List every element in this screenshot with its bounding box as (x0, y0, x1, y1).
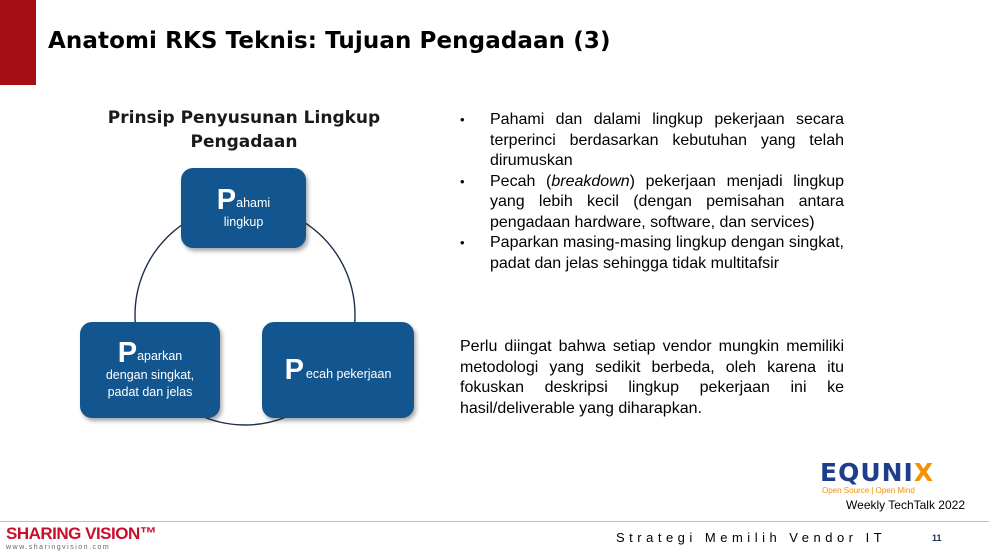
bullet-list (460, 110, 844, 274)
node-pahami-lingkup (181, 168, 306, 248)
node-initial: P (117, 337, 138, 369)
logo-wordmark: EQUNIX (820, 458, 935, 487)
bullet-item (460, 172, 844, 234)
bullet-text: Paparkan masing-masing lingkup dengan singkat, padat dan jelas sehingga tidak multitafsir (490, 234, 844, 272)
node-label-line2: lingkup (223, 214, 264, 229)
node-paparkan (80, 322, 220, 418)
node-label: ecah pekerjaan (305, 366, 392, 381)
equnix-logo (820, 460, 965, 513)
node-label: aparkan (137, 349, 183, 363)
brand-name: SHARING VISION™ (6, 524, 157, 543)
node-label: ahami (236, 195, 271, 210)
note-paragraph: Perlu diingat bahwa setiap vendor mungkin memiliki metodologi yang sedikit berbeda, oleh karena itu fokuskan deskripsi lingkup pekerjaan ini ke hasil/deliverable yang diharapkan. (460, 338, 844, 417)
sharing-vision-logo (6, 525, 156, 552)
event-name: Weekly TechTalk 2022 (846, 498, 965, 512)
node-label-line2: dengan singkat, (105, 368, 195, 382)
bullet-text-pre: Pecah ( (490, 172, 552, 190)
bullet-item (460, 233, 844, 274)
logo-tagline: Open Source | Open Mind (822, 486, 915, 495)
footer-divider (0, 521, 989, 522)
accent-bar (0, 0, 36, 85)
node-initial: P (284, 354, 304, 386)
node-label-line3: padat dan jelas (107, 385, 193, 399)
bullet-text-em: breakdown (551, 172, 630, 190)
slide-title: Anatomi RKS Teknis: Tujuan Pengadaan (3) (48, 28, 611, 54)
diagram-title: Prinsip Penyusunan Lingkup Pengadaan (107, 108, 381, 152)
node-initial: P (216, 183, 237, 216)
brand-url: www.sharingvision.com (6, 544, 111, 551)
bullet-text-post: ) pekerjaan menjadi lingkup yang lebih kecil (dengan pemisahan antara pengadaan hardware, software, dan services) (490, 172, 845, 231)
bullet-item (460, 110, 844, 172)
page-number: 11 (932, 533, 942, 543)
bullet-text: Pahami dan dalami lingkup pekerjaan secara terperinci berdasarkan kebutuhan yang telah dirumuskan (490, 111, 844, 169)
footer-title: Strategi Memilih Vendor IT (616, 530, 887, 545)
node-pecah-pekerjaan (262, 322, 414, 418)
